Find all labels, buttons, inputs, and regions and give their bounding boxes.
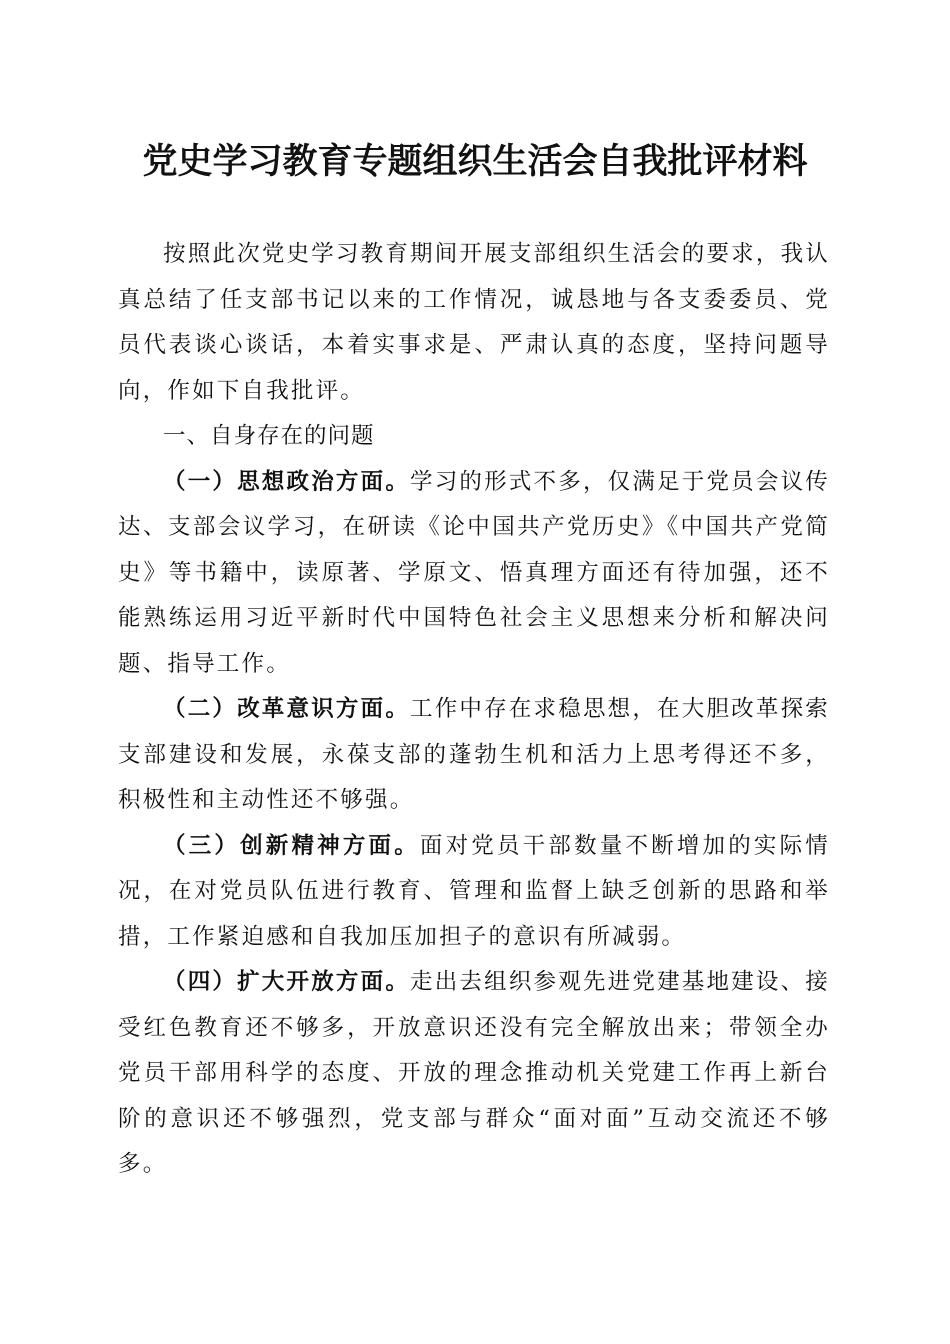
problem-item-heading: （四）扩大开放方面。	[163, 969, 411, 995]
problem-item	[118, 687, 830, 824]
section-heading: 一、自身存在的问题	[163, 423, 375, 449]
problem-item	[118, 460, 830, 688]
problem-item-heading: （一）思想政治方面。	[163, 468, 411, 495]
problem-item-text: 学习的形式不多，仅满足于党员会议传达、支部会议学习，在研读《论中国共产党历史》《中国共产党简史》等书籍中，读原著、学原文、悟真理方面还有待加强，还不能熟练运用习近平新时代中国特色社会主义思想来分析和解决问题、指导工作。	[118, 468, 830, 677]
problem-item-heading: （二）改革意识方面。	[163, 696, 411, 722]
problem-item	[118, 824, 830, 961]
problem-item	[118, 960, 830, 1188]
problem-item-text: 面对党员干部数量不断增加的实际情况，在对党员队伍进行教育、管理和监督上缺乏创新的思路和举措，工作紧迫感和自我加压加担子的意识有所减弱。	[118, 832, 830, 950]
problem-item-text: 工作中存在求稳思想，在大胆改革探索支部建设和发展，永葆支部的蓬勃生机和活力上思考得还不多，积极性和主动性还不够强。	[118, 696, 830, 813]
problem-item-heading: （三）创新精神方面。	[163, 832, 420, 859]
document-body	[118, 232, 830, 1188]
problem-item-text: 走出去组织参观先进党建基地建设、接受红色教育还不够多，开放意识还没有完全解放出来；带领全办党员干部用科学的态度、开放的理念推动机关党建工作再上新台阶的意识还不够强烈，党支部与群众“面对面”互动交流还不够多。	[118, 969, 830, 1177]
document-title: 党史学习教育专题组织生活会自我批评材料	[142, 142, 808, 182]
intro-paragraph: 按照此次党史学习教育期间开展支部组织生活会的要求，我认真总结了任支部书记以来的工作情况，诚恳地与各支委委员、党员代表谈心谈话，本着实事求是、严肃认真的态度，坚持问题导向，作如下自我批评。	[118, 241, 830, 404]
